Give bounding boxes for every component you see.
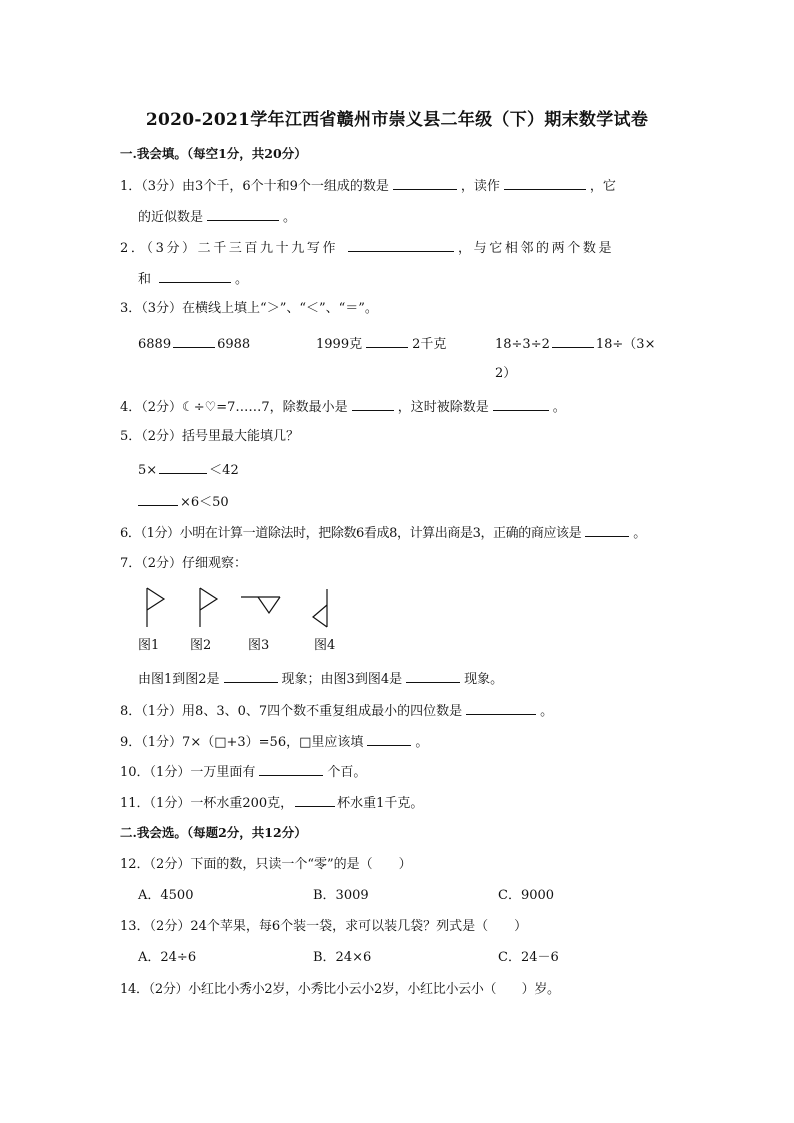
question-9: 9．（1分）7×（□+3）=56，□里应该填 。 [120,735,429,750]
question-14: 14．（2分）小红比小秀小2岁，小秀比小云小2岁，小红比小云小（ ）岁。 [120,982,560,997]
answer-blank[interactable] [295,794,335,807]
question-5-line-1: 5× ＜42 [138,463,239,478]
figure-4-flag [313,589,327,627]
answer-blank[interactable] [224,670,278,683]
answer-blank[interactable] [493,398,549,411]
answer-blank[interactable] [366,335,408,348]
question-1-cont: 的近似数是 。 [138,210,297,225]
answer-blank[interactable] [159,270,231,283]
option-b[interactable]: B．3009 [313,888,369,903]
figure-2-flag [200,588,217,627]
answer-blank[interactable] [207,208,279,221]
figure-1-label: 图1 [138,638,160,653]
question-2-cont: 和 。 [138,272,249,287]
section-2-heading: 二.我会选。（每题2分，共12分） [120,825,307,840]
answer-blank[interactable] [585,524,629,537]
question-7-answer: 由图1到图2是 现象；由图3到图4是 现象。 [138,672,504,687]
figure-3-flag [241,597,280,613]
compare-1: 6889 6988 [138,337,251,352]
question-3: 3．（3分）在横线上填上“＞”、“＜”、“＝”。 [120,301,378,316]
figure-4-label: 图4 [314,638,336,653]
answer-blank[interactable] [348,239,454,252]
option-b[interactable]: B．24×6 [313,950,372,965]
answer-blank[interactable] [552,335,594,348]
option-c[interactable]: C．24－6 [498,950,559,965]
question-6: 6．（1分）小明在计算一道除法时，把除数6看成8，计算出商是3，正确的商应该是 。 [120,526,646,541]
answer-blank[interactable] [352,398,394,411]
question-12: 12．（2分）下面的数，只读一个“零”的是（ ） [120,857,412,872]
question-13: 13．（2分）24个苹果，每6个装一袋，求可以装几袋？列式是（ ） [120,919,528,934]
option-a[interactable]: A．4500 [138,888,194,903]
question-4: 4．（2分）☾÷♡=7……7，除数最小是 ，这时被除数是 。 [120,400,566,415]
question-5: 5．（2分）括号里最大能填几？ [120,429,300,444]
question-5-line-2: ×6＜50 [138,493,229,511]
question-7: 7．（2分）仔细观察： [120,556,248,571]
figures-flags [140,585,340,630]
option-a[interactable]: A．24÷6 [138,950,197,965]
compare-2: 1999克 2千克 [316,337,447,352]
figure-3-label: 图3 [248,638,270,653]
figure-1-flag [147,588,164,627]
answer-blank[interactable] [259,763,323,776]
answer-blank[interactable] [138,493,178,506]
answer-blank[interactable] [159,461,207,474]
answer-blank[interactable] [406,670,460,683]
answer-blank[interactable] [393,177,457,190]
question-10: 10．（1分）一万里面有 个百。 [120,765,367,780]
section-1-heading: 一.我会填。（每空1分，共20分） [120,146,307,161]
compare-3-cont: 2） [495,366,517,381]
answer-blank[interactable] [173,335,215,348]
question-11: 11．（1分）一杯水重200克， 杯水重1千克。 [120,796,424,811]
question-1: 1．（3分）由3个千，6个十和9个一组成的数是 ，读作 ，它 [120,179,616,194]
question-2: 2．（3分）二千三百九十九写作 ，与它相邻的两个数是 [120,241,615,256]
answer-blank[interactable] [504,177,586,190]
option-c[interactable]: C．9000 [498,888,555,903]
figure-2-label: 图2 [190,638,212,653]
question-8: 8．（1分）用8、3、0、7四个数不重复组成最小的四位数是 。 [120,704,554,719]
compare-3: 18÷3÷2 18÷（3× [495,337,656,352]
page-title: 2020-2021学年江西省赣州市崇义县二年级（下）期末数学试卷 [145,110,649,130]
answer-blank[interactable] [466,702,536,715]
answer-blank[interactable] [367,733,411,746]
